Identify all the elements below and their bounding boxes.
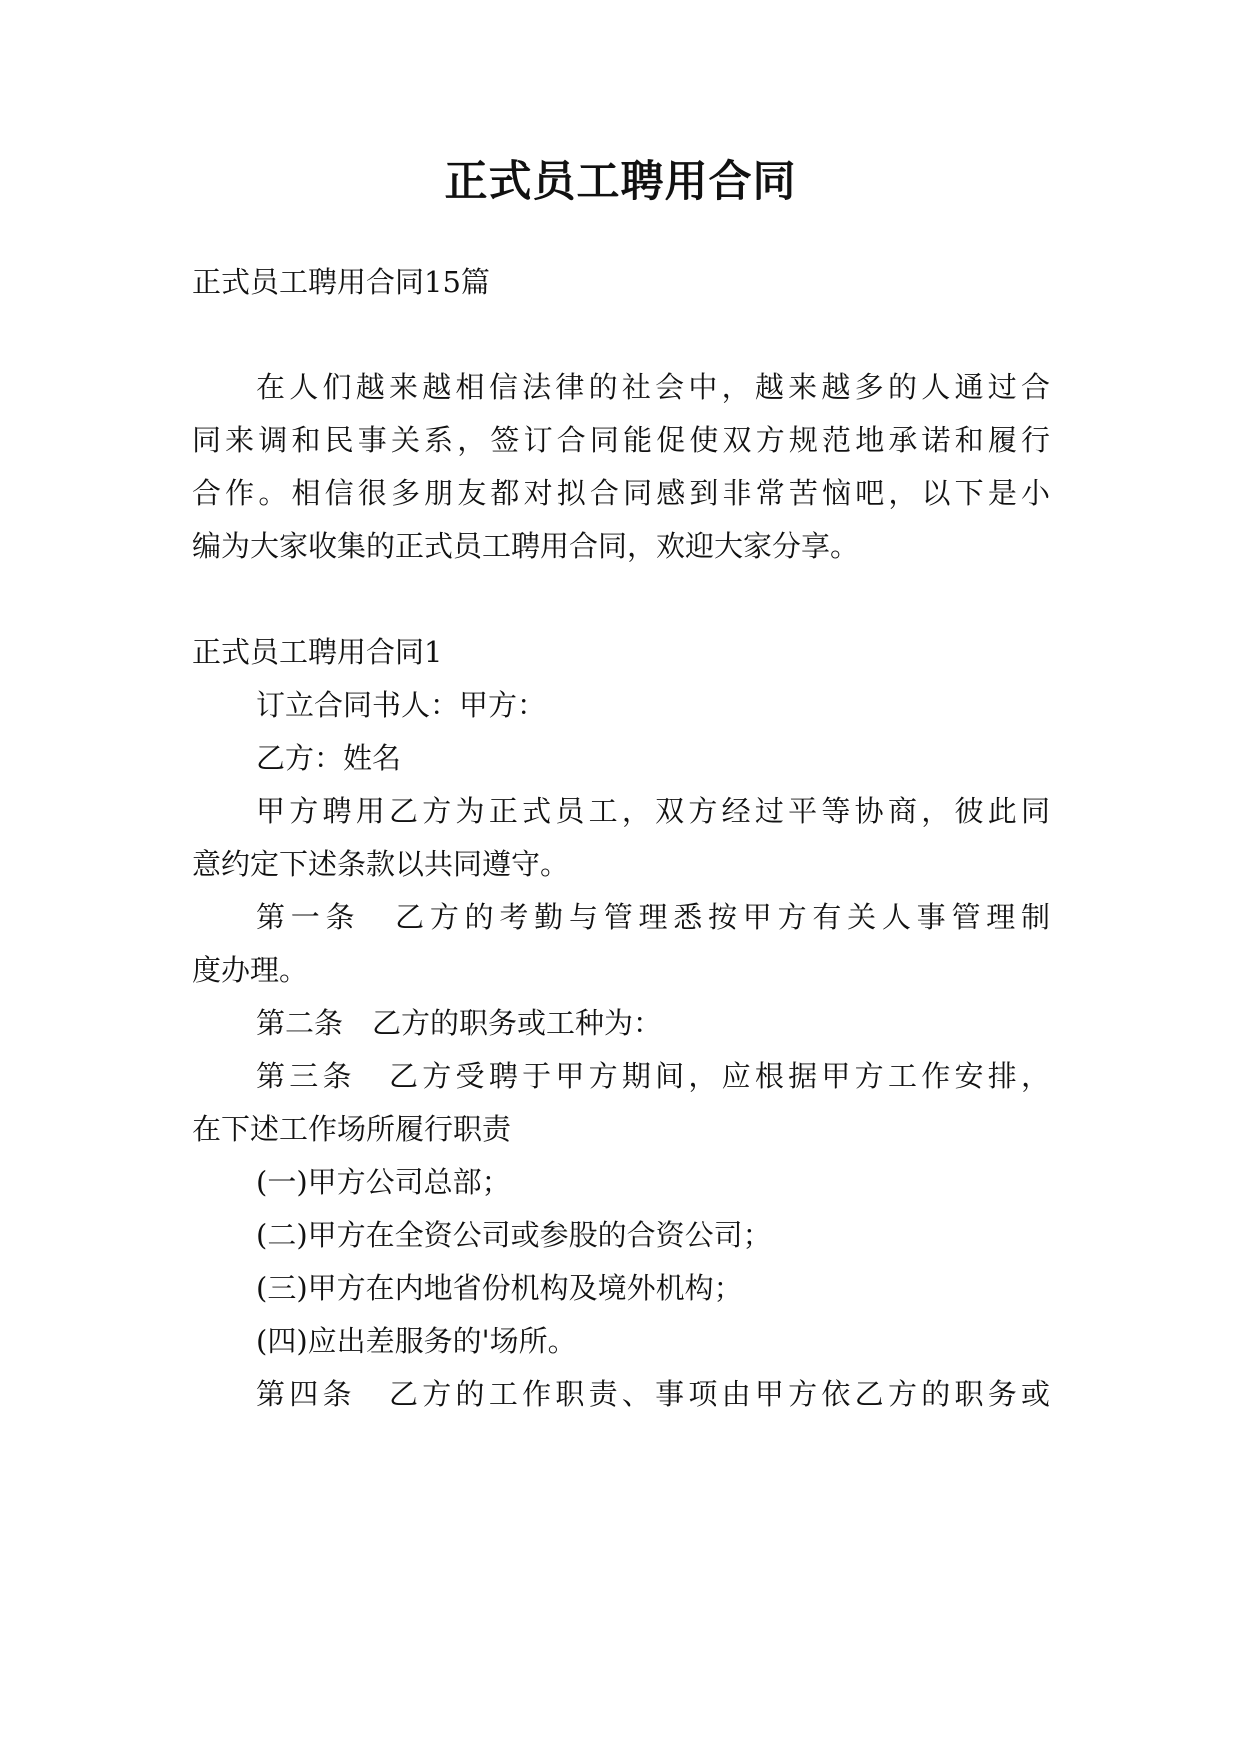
body-line: 第一条 乙方的考勤与管理悉按甲方有关人事管理制 — [256, 900, 1050, 934]
list-item: (三)甲方在内地省份机构及境外机构； — [256, 1271, 743, 1305]
body-line: 度办理。 — [192, 953, 309, 987]
section-heading: 正式员工聘用合同1 — [192, 635, 443, 669]
document-subtitle: 正式员工聘用合同15篇 — [192, 265, 490, 299]
body-line: 意约定下述条款以共同遵守。 — [192, 847, 570, 881]
document-title: 正式员工聘用合同 — [444, 157, 797, 207]
body-line: 乙方：姓名 — [256, 741, 402, 775]
list-item: (二)甲方在全资公司或参股的合资公司； — [256, 1218, 772, 1252]
list-item: (一)甲方公司总部； — [256, 1165, 511, 1199]
list-item: (四)应出差服务的'场所。 — [256, 1324, 577, 1358]
body-line: 第三条 乙方受聘于甲方期间，应根据甲方工作安排， — [256, 1059, 1050, 1093]
body-line: 第二条 乙方的职务或工种为： — [256, 1006, 663, 1040]
body-line: 订立合同书人：甲方： — [256, 688, 547, 722]
intro-line: 编为大家收集的正式员工聘用合同，欢迎大家分享。 — [192, 529, 860, 563]
body-line: 甲方聘用乙方为正式员工，双方经过平等协商，彼此同 — [256, 794, 1050, 828]
body-line: 第四条 乙方的工作职责、事项由甲方依乙方的职务或 — [256, 1377, 1050, 1411]
intro-line: 同来调和民事关系，签订合同能促使双方规范地承诺和履行 — [192, 423, 1050, 457]
intro-line: 在人们越来越相信法律的社会中，越来越多的人通过合 — [256, 370, 1050, 404]
body-line: 在下述工作场所履行职责 — [192, 1112, 512, 1146]
intro-line: 合作。相信很多朋友都对拟合同感到非常苦恼吧，以下是小 — [192, 476, 1050, 510]
